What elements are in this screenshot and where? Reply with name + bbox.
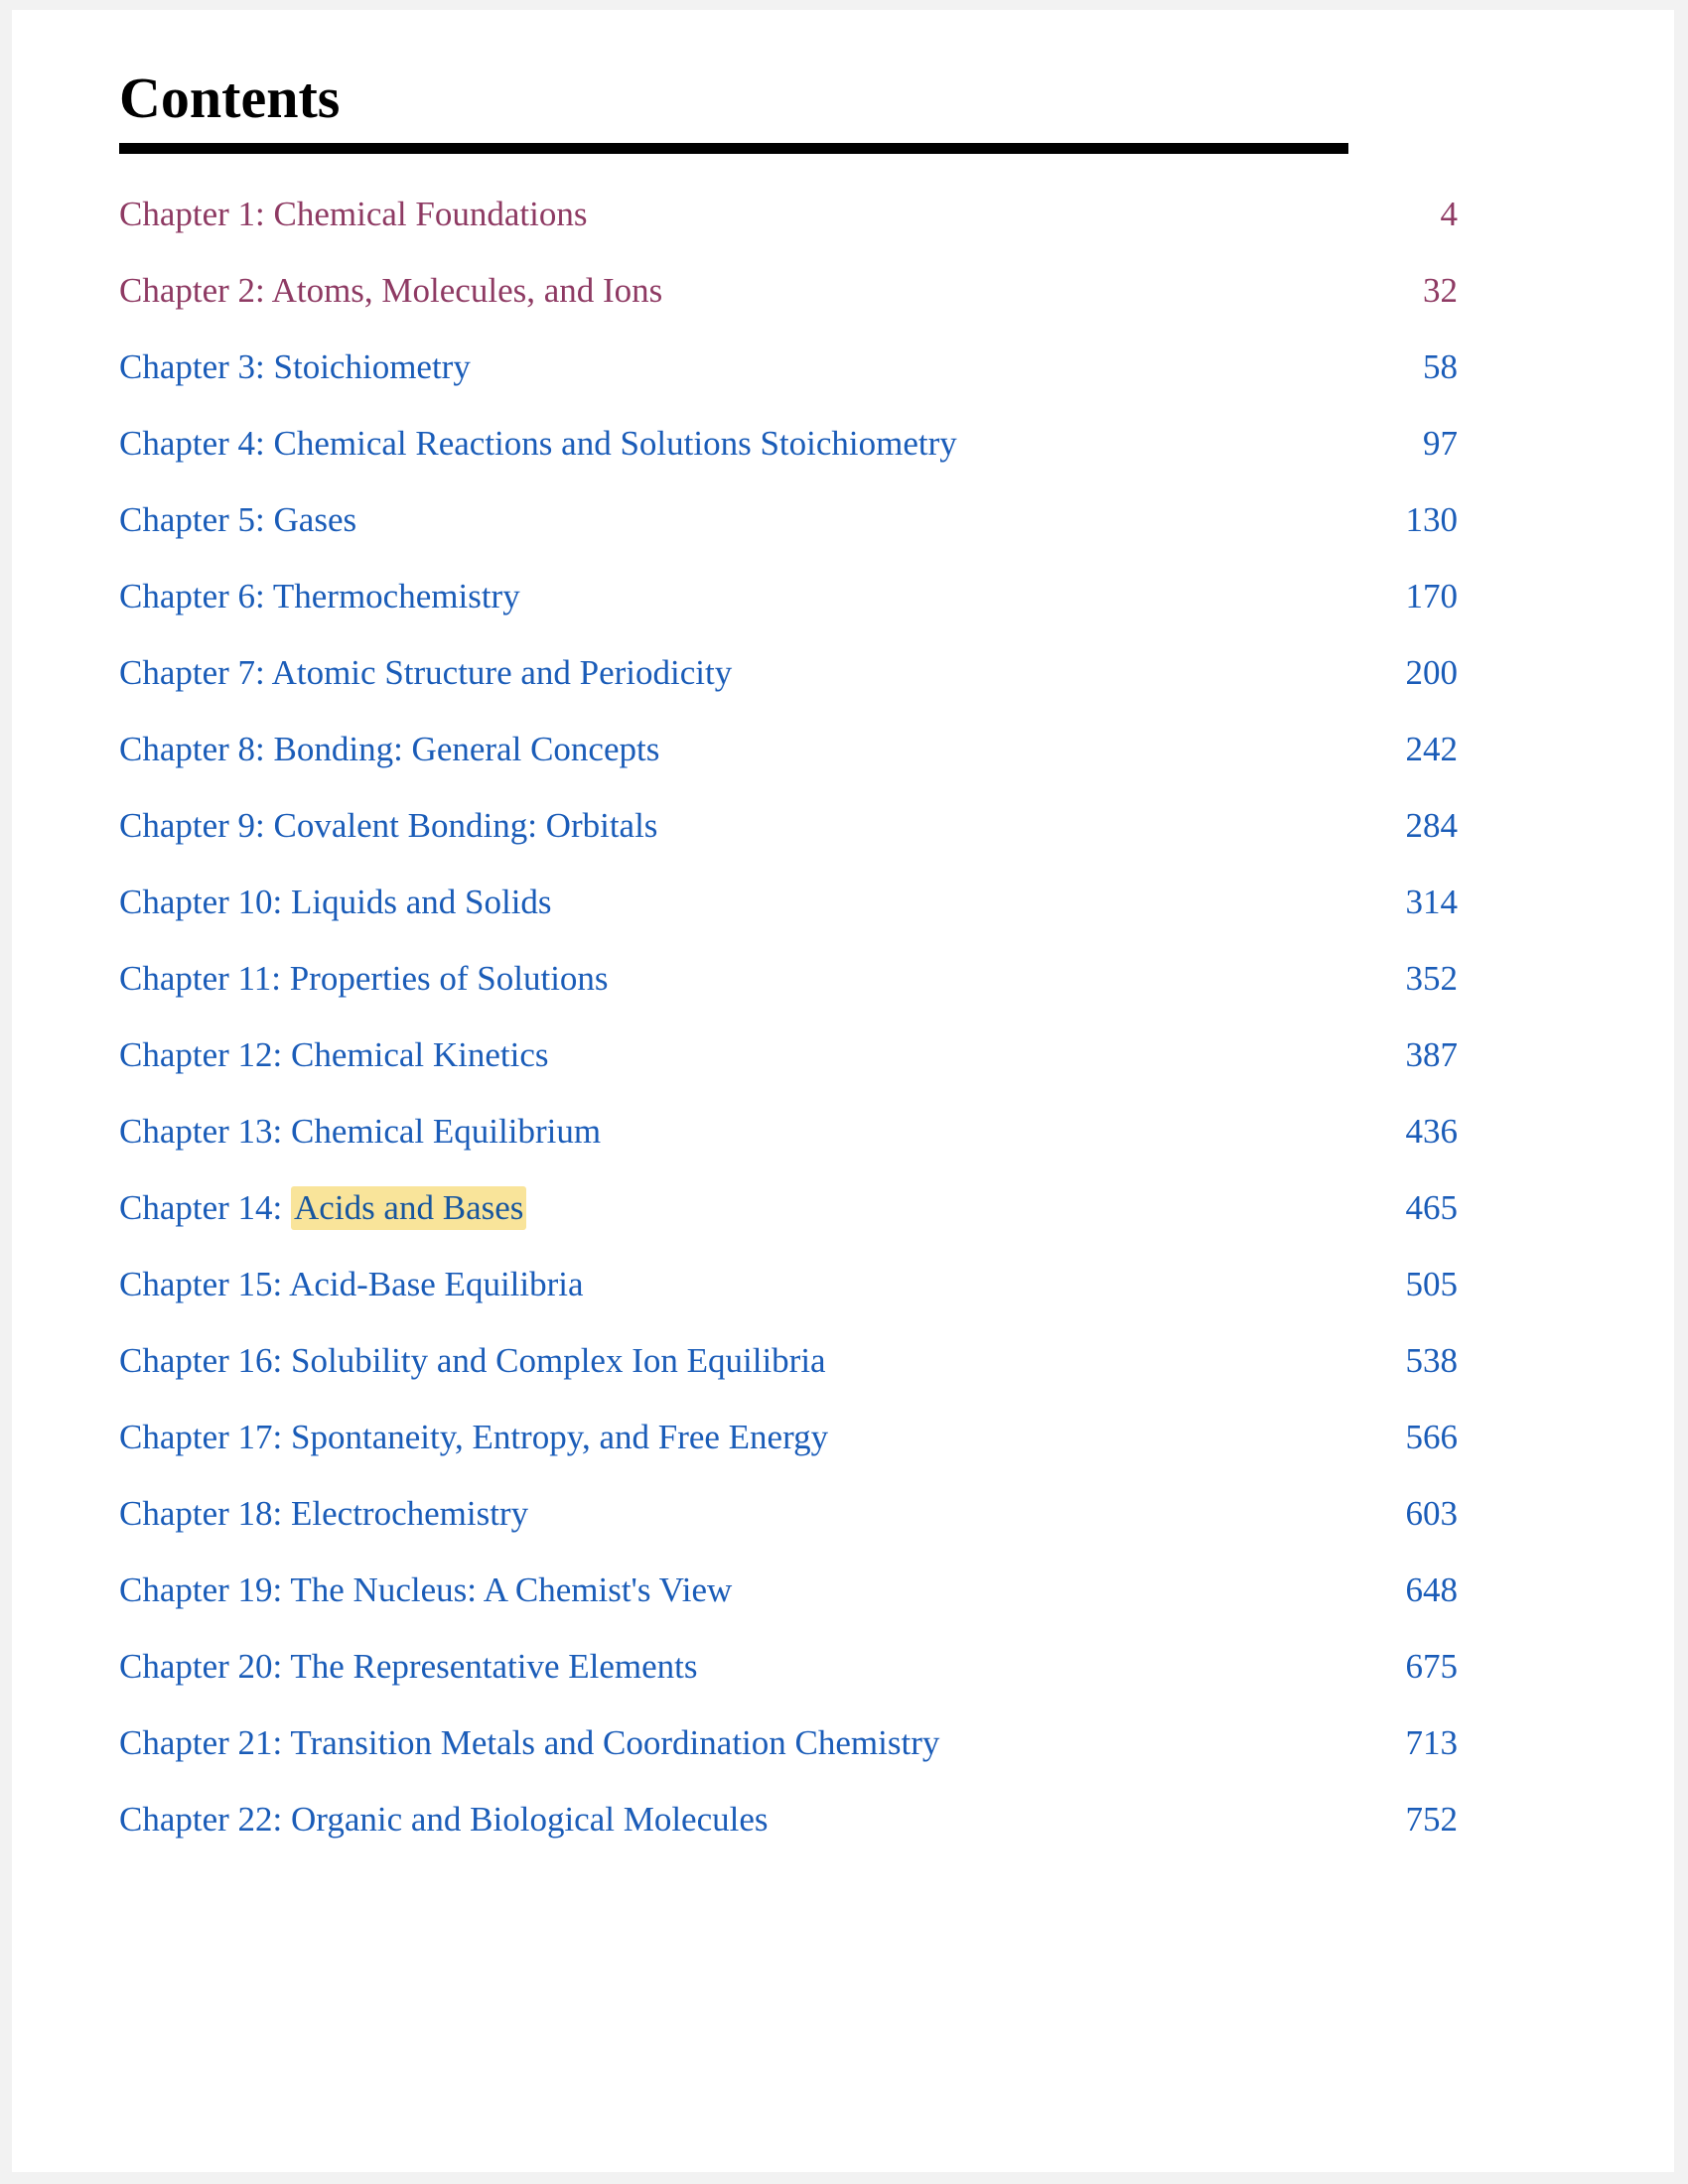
toc-entry-page-number[interactable]: 675 [1405,1647,1458,1686]
toc-entry-page-number[interactable]: 505 [1405,1265,1458,1303]
toc-entry-title[interactable]: Chapter 4: Chemical Reactions and Solutions Stoichiometry [119,424,957,463]
page-edge-right [1674,0,1688,2184]
toc-entry[interactable] [119,1093,1470,1169]
toc-entry-page-number[interactable]: 58 [1423,347,1458,386]
page-edge-left [0,0,12,2184]
toc-entry-page-number[interactable]: 752 [1405,1800,1458,1839]
toc-entry-page-number[interactable]: 314 [1405,883,1458,921]
toc-entry[interactable] [119,1475,1470,1552]
toc-entry-page-number[interactable]: 648 [1405,1570,1458,1609]
toc-entry-title[interactable]: Chapter 2: Atoms, Molecules, and Ions [119,271,663,310]
toc-entry-title[interactable]: Chapter 5: Gases [119,500,357,539]
toc-entry-page-number[interactable]: 566 [1405,1418,1458,1456]
toc-entry-title[interactable]: Chapter 16: Solubility and Complex Ion Equilibria [119,1341,826,1380]
toc-entry-title[interactable]: Chapter 22: Organic and Biological Molecules [119,1800,769,1839]
toc-entry[interactable] [119,940,1470,1017]
toc-entry-title[interactable]: Chapter 18: Electrochemistry [119,1494,529,1533]
toc-entry[interactable] [119,864,1470,940]
toc-entry-page-number[interactable]: 436 [1405,1112,1458,1151]
toc-entry[interactable] [119,252,1470,329]
toc-entry[interactable] [119,1705,1470,1781]
toc-entry[interactable] [119,1552,1470,1628]
title-divider-rule [119,143,1348,154]
toc-entry-page-number[interactable]: 130 [1405,500,1458,539]
toc-entry-page-number[interactable]: 32 [1423,271,1458,310]
toc-entry[interactable] [119,1628,1470,1705]
toc-entry-title-highlight: Acids and Bases [291,1186,526,1230]
toc-entry-title[interactable]: Chapter 17: Spontaneity, Entropy, and Free Energy [119,1418,829,1456]
toc-entry-page-number[interactable]: 713 [1405,1723,1458,1762]
toc-entry[interactable] [119,176,1470,252]
toc-entry-page-number[interactable]: 352 [1405,959,1458,998]
toc-entry-title[interactable]: Chapter 19: The Nucleus: A Chemist's View [119,1570,733,1609]
page-edge-bottom [0,2172,1688,2184]
toc-entry-page-number[interactable]: 284 [1405,806,1458,845]
toc-entry-title[interactable]: Chapter 9: Covalent Bonding: Orbitals [119,806,658,845]
toc-entry[interactable] [119,1322,1470,1399]
toc-entry[interactable] [119,1399,1470,1475]
toc-entry[interactable] [119,1781,1470,1857]
toc-entry-page-number[interactable]: 4 [1440,195,1458,233]
toc-entry[interactable] [119,1169,1470,1246]
toc-entry-title[interactable]: Chapter 3: Stoichiometry [119,347,471,386]
toc-entry[interactable] [119,634,1470,711]
toc-entry-title[interactable]: Chapter 21: Transition Metals and Coordination Chemistry [119,1723,940,1762]
page-title: Contents [119,66,341,130]
page-edge-top [0,0,1688,10]
toc-entry-page-number[interactable]: 170 [1405,577,1458,615]
toc-entry-title[interactable]: Chapter 10: Liquids and Solids [119,883,552,921]
toc-entry-title[interactable]: Chapter 15: Acid-Base Equilibria [119,1265,584,1303]
toc-entry[interactable] [119,787,1470,864]
toc-entry[interactable] [119,711,1470,787]
toc-entry-page-number[interactable]: 387 [1405,1035,1458,1074]
toc-entry[interactable] [119,1017,1470,1093]
toc-entry-title[interactable]: Chapter 20: The Representative Elements [119,1647,698,1686]
toc-entry-title-prefix: Chapter 14: [119,1188,292,1227]
toc-entry-title[interactable]: Chapter 13: Chemical Equilibrium [119,1112,602,1151]
toc-entry-title[interactable]: Chapter 7: Atomic Structure and Periodicity [119,653,733,692]
toc-entry-title[interactable]: Chapter 12: Chemical Kinetics [119,1035,549,1074]
toc-entry-title[interactable]: Chapter 11: Properties of Solutions [119,959,609,998]
toc-entry-page-number[interactable]: 538 [1405,1341,1458,1380]
toc-entry[interactable] [119,558,1470,634]
toc-entry[interactable] [119,481,1470,558]
toc-entry-title[interactable]: Chapter 8: Bonding: General Concepts [119,730,660,768]
toc-entry-title[interactable]: Chapter 6: Thermochemistry [119,577,520,615]
page-content [119,66,1470,1857]
toc-entry[interactable] [119,329,1470,405]
toc-entry-title[interactable] [119,1169,526,1246]
table-of-contents [119,176,1470,1857]
toc-entry-page-number[interactable]: 200 [1405,653,1458,692]
toc-entry-page-number[interactable]: 242 [1405,730,1458,768]
toc-entry[interactable] [119,1246,1470,1322]
toc-entry-page-number[interactable]: 97 [1423,424,1458,463]
toc-entry-page-number[interactable]: 603 [1405,1494,1458,1533]
toc-entry-page-number[interactable]: 465 [1405,1188,1458,1227]
toc-entry-title[interactable]: Chapter 1: Chemical Foundations [119,195,588,233]
toc-entry[interactable] [119,405,1470,481]
